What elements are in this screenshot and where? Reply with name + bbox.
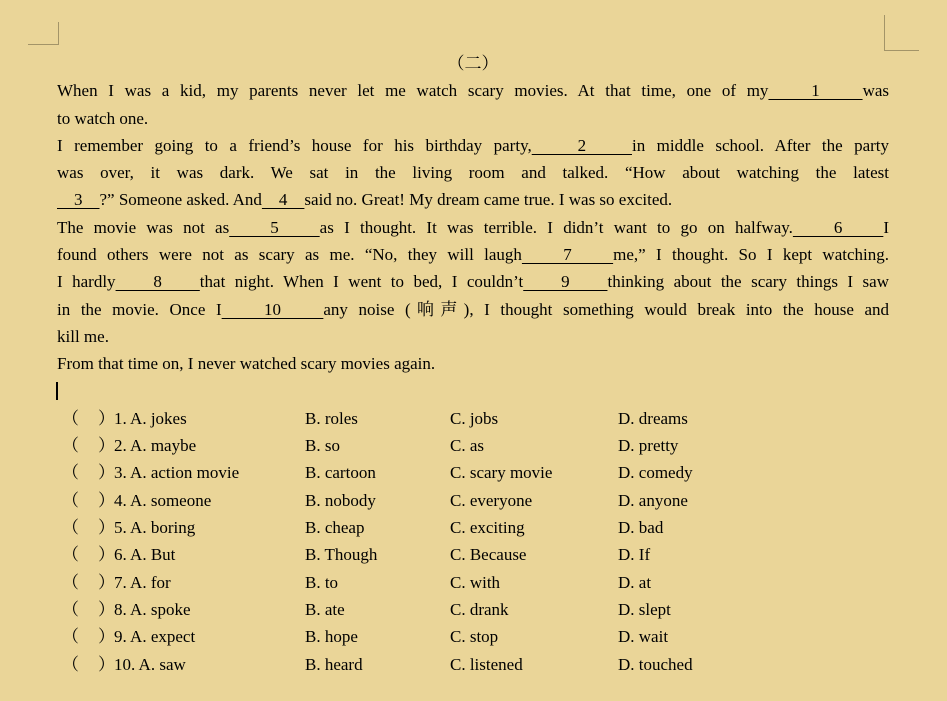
option-d: D. bad (618, 518, 664, 538)
section-title: （二） (447, 54, 499, 73)
answer-parentheses[interactable]: （ ） (62, 436, 116, 456)
option-b: B. heard (305, 654, 363, 674)
question-row-8[interactable] (57, 596, 889, 623)
option-a: 4. A. someone (114, 490, 212, 510)
question-row-1[interactable] (57, 405, 889, 432)
option-c: C. listened (450, 654, 523, 674)
option-c: C. drank (450, 599, 509, 619)
margin-crop-mark-top-right (884, 15, 919, 51)
cloze-blank-4: 4 (261, 190, 305, 210)
document-content (57, 50, 889, 678)
passage-line[interactable]: kill me. (57, 326, 109, 346)
question-row-9[interactable] (57, 623, 889, 650)
answer-parentheses[interactable]: （ ） (62, 408, 116, 428)
option-a: 3. A. action movie (114, 463, 240, 483)
question-row-4[interactable] (57, 487, 889, 514)
passage-line[interactable]: From that time on, I never watched scary movies again. (57, 354, 436, 374)
option-d: D. pretty (618, 436, 679, 456)
cloze-blank-9: 9 (523, 272, 608, 292)
option-a: 1. A. jokes (114, 408, 187, 428)
margin-crop-mark-top-left (28, 22, 59, 45)
option-a: 5. A. boring (114, 518, 196, 538)
option-c: C. as (450, 436, 484, 456)
option-b: B. so (305, 436, 340, 456)
answer-parentheses[interactable]: （ ） (62, 654, 116, 674)
question-row-5[interactable] (57, 514, 889, 541)
option-b: B. roles (305, 408, 358, 428)
option-d: D. anyone (618, 490, 688, 510)
passage-line[interactable]: to watch one. (57, 108, 149, 128)
option-b: B. hope (305, 627, 358, 647)
passage-line[interactable]: I remember going to a friend’s house for his birthday party, 2 in middle school. After the party (57, 135, 889, 155)
passage-line[interactable]: was over, it was dark. We sat in the living room and talked. “How about watching the latest (57, 163, 889, 183)
question-row-6[interactable] (57, 541, 889, 568)
cloze-passage (57, 77, 889, 377)
option-d: D. touched (618, 654, 693, 674)
answer-parentheses[interactable]: （ ） (62, 490, 116, 510)
option-a: 7. A. for (114, 572, 171, 592)
question-row-7[interactable] (57, 569, 889, 596)
cloze-blank-7: 7 (521, 245, 614, 265)
passage-line[interactable]: found others were not as scary as me. “No, they will laugh 7 me,” I thought. So I kept watching. (57, 245, 889, 265)
cloze-blank-2: 2 (531, 135, 632, 155)
option-d: D. wait (618, 627, 669, 647)
cloze-blank-1: 1 (768, 81, 863, 101)
option-c: C. Because (450, 545, 527, 565)
option-c: C. with (450, 572, 501, 592)
question-row-3[interactable] (57, 459, 889, 486)
option-a: 2. A. maybe (114, 436, 197, 456)
option-c: C. stop (450, 627, 499, 647)
option-d: D. slept (618, 599, 671, 619)
option-b: B. cartoon (305, 463, 376, 483)
option-c: C. scary movie (450, 463, 553, 483)
answer-parentheses[interactable]: （ ） (62, 572, 116, 592)
answer-parentheses[interactable]: （ ） (62, 627, 116, 647)
option-c: C. jobs (450, 408, 499, 428)
cloze-blank-10: 10 (221, 299, 324, 319)
cloze-blank-8: 8 (115, 272, 200, 292)
option-b: B. nobody (305, 490, 376, 510)
option-d: D. If (618, 545, 651, 565)
text-cursor (56, 382, 58, 400)
option-c: C. everyone (450, 490, 533, 510)
passage-line[interactable]: When I was a kid, my parents never let me watch scary movies. At that time, one of my 1 was (57, 81, 889, 101)
option-b: B. cheap (305, 518, 365, 538)
option-a: 6. A. But (114, 545, 176, 565)
cloze-blank-5: 5 (229, 217, 320, 237)
option-a: 9. A. expect (114, 627, 196, 647)
answer-parentheses[interactable]: （ ） (62, 518, 116, 538)
empty-line[interactable] (57, 378, 889, 405)
passage-line[interactable]: in the movie. Once I 10 any noise (响声), I thought something would break into the house and (57, 299, 889, 319)
option-b: B. ate (305, 599, 345, 619)
answer-parentheses[interactable]: （ ） (62, 599, 116, 619)
option-d: D. at (618, 572, 652, 592)
option-b: B. to (305, 572, 339, 592)
question-row-2[interactable] (57, 432, 889, 459)
option-a: 8. A. spoke (114, 599, 191, 619)
option-b: B. Though (305, 545, 378, 565)
cloze-blank-6: 6 (792, 217, 884, 237)
question-list (57, 405, 889, 678)
passage-line[interactable]: The movie was not as 5 as I thought. It was terrible. I didn’t want to go on halfway. 6 I (57, 217, 889, 237)
question-row-10[interactable] (57, 651, 889, 678)
passage-line[interactable]: 3 ?” Someone asked. And 4 said no. Great! My dream came true. I was so excited. (57, 190, 673, 210)
answer-parentheses[interactable]: （ ） (62, 545, 116, 565)
passage-line[interactable]: I hardly 8 that night. When I went to bed, I couldn’t 9 thinking about the scary things I saw (57, 272, 889, 292)
option-a: 10. A. saw (114, 654, 186, 674)
option-c: C. exciting (450, 518, 525, 538)
option-d: D. dreams (618, 408, 688, 428)
cloze-blank-3: 3 (57, 190, 100, 210)
option-d: D. comedy (618, 463, 693, 483)
answer-parentheses[interactable]: （ ） (62, 463, 116, 483)
